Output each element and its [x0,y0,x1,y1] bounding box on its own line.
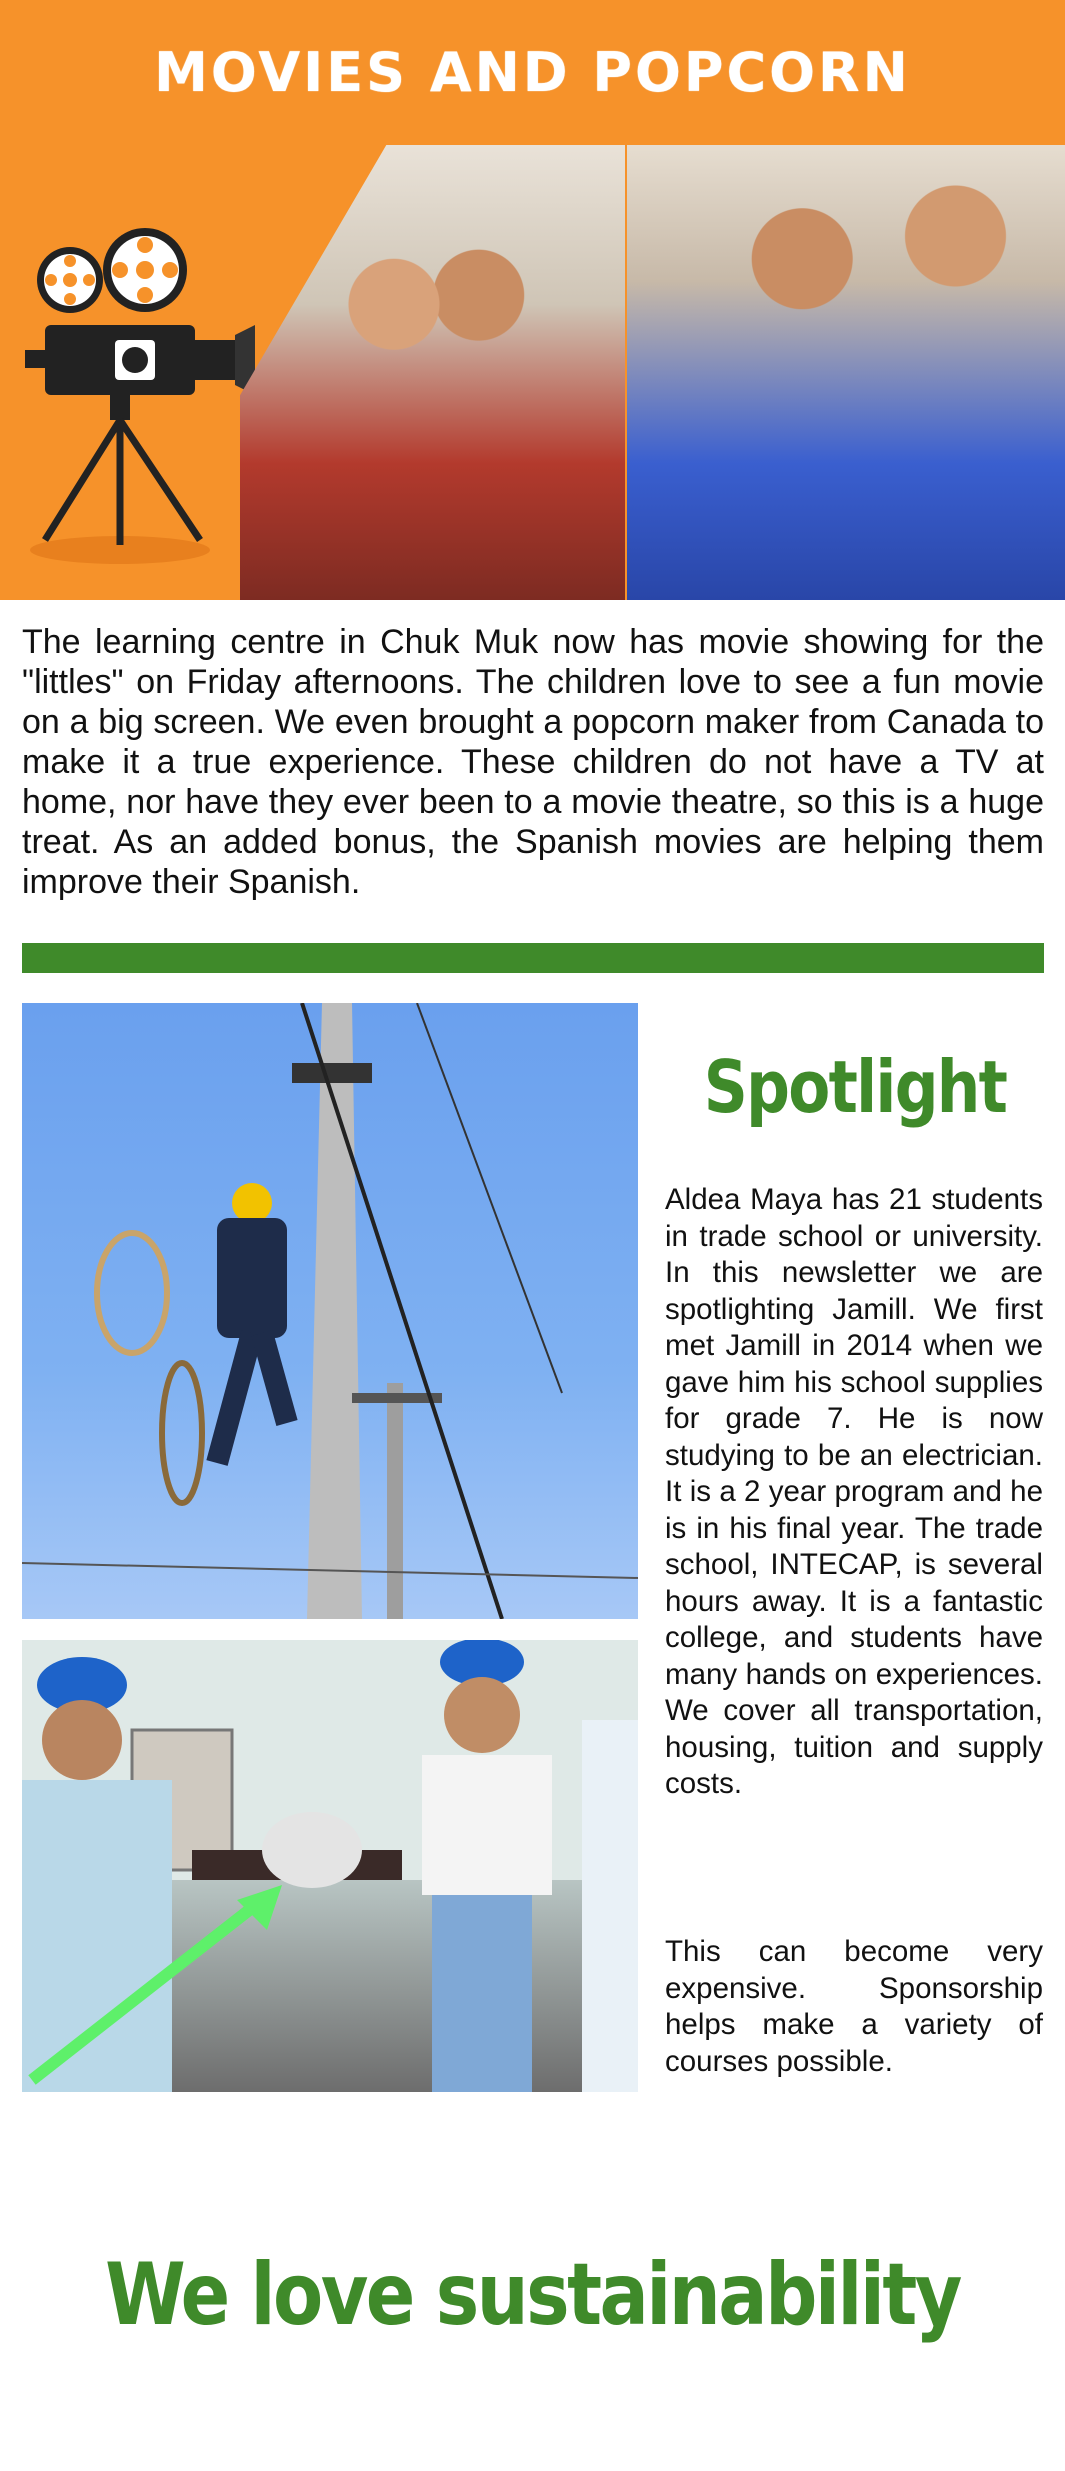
students-electric-motor-photo [22,1640,638,2092]
spotlight-paragraph-2: This can become very expensive. Sponsorship helps make a variety of courses possible. [665,1935,1043,2078]
hero-section [0,145,1065,600]
spotlight-paragraph-1: Aldea Maya has 21 students in trade school or university. In this newsletter we are spotlighting Jamill. We first met Jamill in 2014 when we gave him his school supplies for grade 7. He is now studying to be an electrician. It is a 2 year program and he is in his final year. The trade school, INTECAP, is several hours away. It is a fantastic college, and students have many hands on experiences. We cover all transportation, housing, tuition and supply costs. [665,1183,1043,1800]
sustainability-heading: We love sustainability [105,2245,960,2345]
electrician-pole-photo [22,1003,638,1619]
girls-popcorn-photo [627,145,1065,600]
section-divider [22,943,1044,973]
intro-paragraph: The learning centre in Chuk Muk now has movie showing for the "littles" on Friday afternoons. The children love to see a fun movie on a big screen. We even brought a popcorn maker from Canada to make it a true experience. These children do not have a TV at home, nor have they ever been to a movie theatre, so this is a huge treat. As an added bonus, the Spanish movies are helping them improve their Spanish. [22,623,1044,901]
spotlight-heading: Spotlight [703,1045,1007,1129]
students-illustration [22,1640,638,2092]
children-popcorn-photo [240,145,625,600]
header-banner [0,0,1065,145]
pole-illustration [22,1003,638,1619]
banner-title: MOVIES AND POPCORN [154,41,911,104]
movie-projector-icon [25,225,255,565]
